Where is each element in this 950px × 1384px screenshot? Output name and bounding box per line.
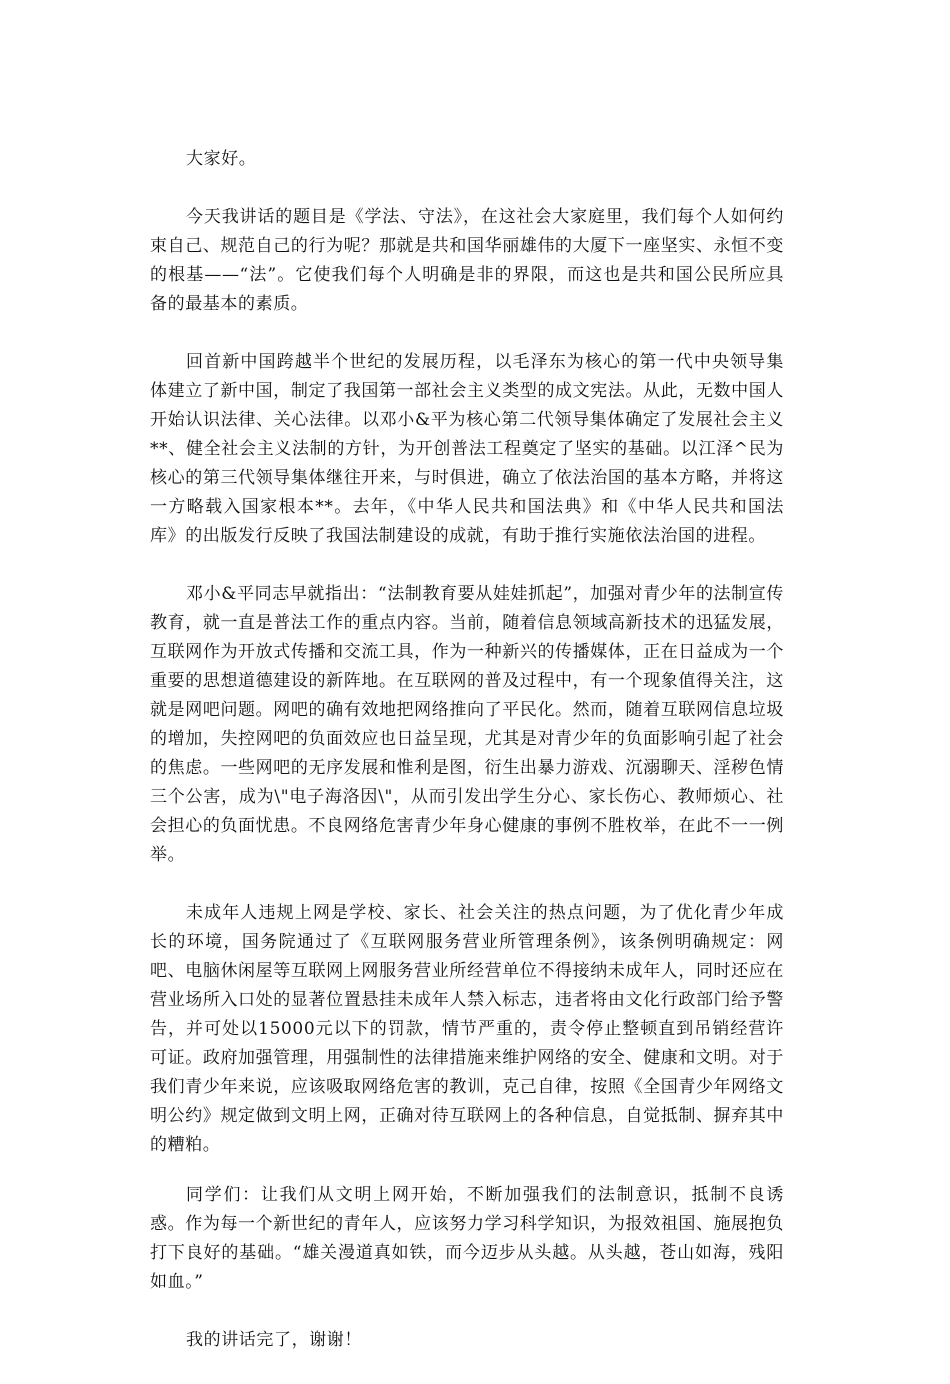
internet-cafe-paragraph: 邓小&平同志早就指出：“法制教育要从娃娃抓起”，加强对青少年的法制宣传教育，就一直是普法工作的重点内容。当前，随着信息领域高新技术的迅猛发展，互联网作为开放式传播和交流工具，作为一种新兴的传播媒体，正在日益成为一个重要的思想道德建设的新阵地。在互联网的普及过程中，有一个现象值得关注，这就是网吧问题。网吧的确有效地把网络推向了平民化。然而，随着互联网信息垃圾的增加，失控网吧的负面效应也日益呈现，尤其是对青少年的负面影响引起了社会的焦虑。一些网吧的无序发展和惟利是图，衍生出暴力游戏、沉溺聊天、淫秽色情三个公害，成为\"电子海洛因\"，从而引发出学生分心、家长伤心、教师烦心、社会担心的负面忧患。不良网络危害青少年身心健康的事例不胜枚举，在此不一一例举。 [150, 584, 784, 865]
greeting-paragraph: 大家好。 [186, 149, 257, 169]
regulation-paragraph: 未成年人违规上网是学校、家长、社会关注的热点问题，为了优化青少年成长的环境，国务院通过了《互联网服务营业所管理条例》，该条例明确规定：网吧、电脑休闲屋等互联网上网服务营业所经营单位不得接纳未成年人，同时还应在营业场所入口处的显著位置悬挂未成年人禁入标志，违者将由文化行政部门给予警告，并可处以15000元以下的罚款，情节严重的，责令停止整顿直到吊销经营许可证。政府加强管理，用强制性的法律措施来维护网络的安全、健康和文明。对于我们青少年来说，应该吸取网络危害的教训，克己自律，按照《全国青少年网络文明公约》规定做到文明上网，正确对待互联网上的各种信息，自觉抵制、摒弃其中的糟粕。 [150, 903, 784, 1155]
history-paragraph: 回首新中国跨越半个世纪的发展历程，以毛泽东为核心的第一代中央领导集体建立了新中国，制定了我国第一部社会主义类型的成文宪法。从此，无数中国人开始认识法律、关心法律。以邓小&平为核心第二代领导集体确定了发展社会主义**、健全社会主义法制的方针，为开创普法工程奠定了坚实的基础。以江泽^民为核心的第三代领导集体继往开来，与时俱进，确立了依法治国的基本方略，并将这一方略载入国家根本**。去年，《中华人民共和国法典》和《中华人民共和国法库》的出版发行反映了我国法制建设的成就，有助于推行实施依法治国的进程。 [150, 352, 784, 546]
speech-document [150, 145, 784, 1384]
closing-paragraph: 我的讲话完了，谢谢！ [186, 1330, 362, 1350]
appeal-paragraph: 同学们：让我们从文明上网开始，不断加强我们的法制意识，抵制不良诱惑。作为每一个新世纪的青年人，应该努力学习科学知识，为报效祖国、施展抱负打下良好的基础。“雄关漫道真如铁，而今迈步从头越。从头越，苍山如海，残阳如血。” [150, 1185, 784, 1292]
topic-paragraph: 今天我讲话的题目是《学法、守法》，在这社会大家庭里，我们每个人如何约束自己、规范自己的行为呢？那就是共和国华丽雄伟的大厦下一座坚实、永恒不变的根基——“法”。它使我们每个人明确是非的界限，而这也是共和国公民所应具备的最基本的素质。 [150, 207, 784, 314]
